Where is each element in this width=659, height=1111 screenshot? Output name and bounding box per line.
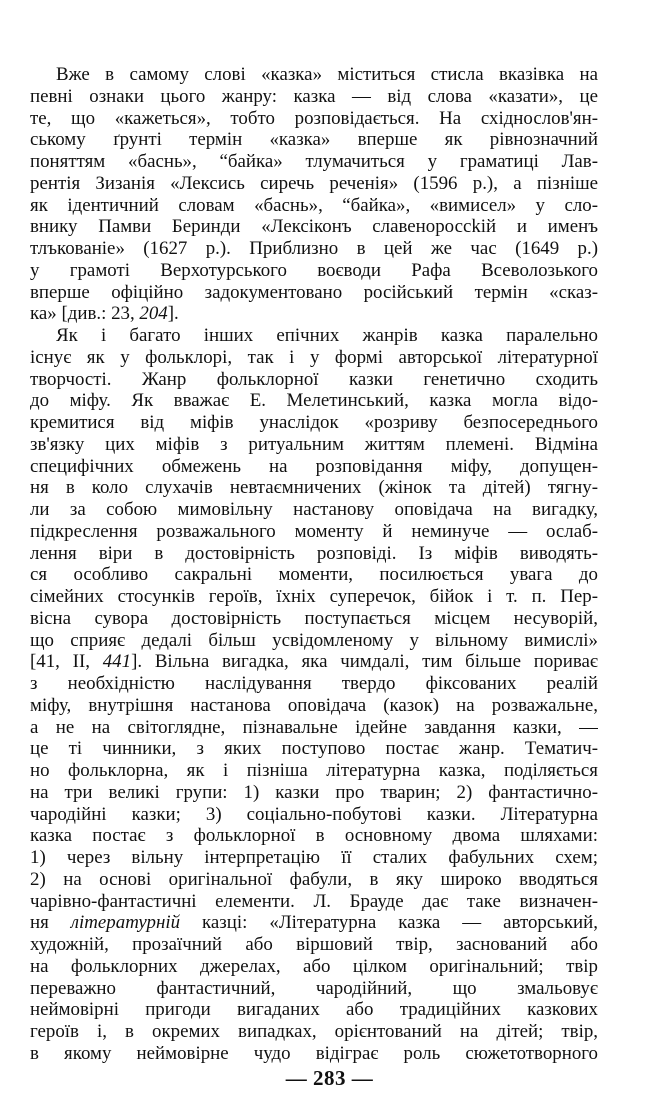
text-line: зв'язку цих міфів з ритуальним життям племені. Відміна	[30, 433, 598, 455]
text-line: те, що «кажеться», тобто розповідається. На східнослов'ян-	[30, 107, 598, 129]
paragraph-2	[30, 325, 598, 1065]
text-line: на три великі групи: 1) казки про тварин; 2) фантастично-	[30, 781, 598, 803]
text-line: творчості. Жанр фольклорної казки генетично сходить	[30, 368, 598, 390]
text-line: що сприяє дедалі більш усвідомленому у вільному вимислі»	[30, 629, 598, 651]
text-line: в якому неймовірне чудо відіграє роль сюжетотворного	[30, 1042, 598, 1064]
text-line: лення віри в достовірність розповіді. Із міфів виводять-	[30, 542, 598, 564]
text-line: це ті чинники, з яких поступово постає жанр. Тематич-	[30, 738, 598, 760]
text-line: ли за собою мимовільну настанову оповідача на вигадку,	[30, 499, 598, 520]
text-line: з необхідністю наслідування твердо фіксованих реалій	[30, 673, 598, 694]
text-line: певні ознаки цього жанру: казка — від слова «казати», це	[30, 85, 598, 107]
text-line: казка постає з фольклорної в основному двома шляхами:	[30, 825, 598, 847]
text-line: сімейних стосунків героїв, їхніх суперечок, бійок і т. п. Пер-	[30, 586, 598, 607]
text-line: но фольклорна, як і пізніша літературна казка, поділяється	[30, 760, 598, 781]
text-line: у грамоті Верхотурського воєводи Рафа Всеволозького	[30, 259, 598, 281]
text-line: а не на світоглядне, пізнавальне ідейне завдання казки, —	[30, 716, 598, 738]
text-line: ся особливо сакральні моменти, посилюється увага до	[30, 564, 598, 586]
page-number: — 283 —	[285, 1066, 374, 1090]
text-line: специфічних обмежень на розповідання міфу, допущен-	[30, 455, 598, 477]
text-line: рентія Зизанія «Лексись сиречь реченія» (1596 р.), а пізніше	[30, 172, 598, 194]
text-line: 1) через вільну інтерпретацію її сталих фабульних схем;	[30, 847, 598, 868]
text-line: внику Памви Беринди «Лексіконъ славенороссkій и именъ	[30, 216, 598, 238]
text-line: тлъкованіе» (1627 р.). Приблизно в цей же час (1649 р.)	[30, 238, 598, 259]
text-line: поняттям «баснь», “байка» тлумачиться у граматиці Лав-	[30, 151, 598, 172]
text-line: вісна сувора достовірність поступається місцем несуворій,	[30, 607, 598, 629]
text-line: чародійні казки; 3) соціально-побутові казки. Літературна	[30, 803, 598, 825]
text-line: художній, прозаїчний або віршовий твір, заснований або	[30, 934, 598, 955]
text-line: ському ґрунті термін «казка» вперше як рівнозначний	[30, 129, 598, 151]
text-line: вперше офіційно задокументовано російський термін «сказ-	[30, 281, 598, 303]
text-line: Вже в самому слові «казка» міститься стисла вказівка на	[56, 64, 598, 85]
text-line: на фольклорних джерелах, або цілком оригінальний; твір	[30, 955, 598, 977]
text-line: міфу, внутрішня настанова оповідача (казок) на розважальне,	[30, 694, 598, 716]
text-line: 2) на основі оригінальної фабули, в яку широко вводяться	[30, 868, 598, 890]
text-line: переважно фантастичний, чародійний, що змальовує	[30, 977, 598, 999]
text-line: [41, II, 441]. Вільна вигадка, яка чимдалі, тим більше пориває	[30, 651, 598, 673]
paragraph-1	[30, 64, 598, 325]
page-body	[30, 64, 598, 1065]
text-line: чарівно-фантастичні елементи. Л. Брауде дає таке визначен-	[30, 890, 598, 912]
text-line: неймовірні пригоди вигаданих або традиційних казкових	[30, 999, 598, 1021]
text-line: ня в коло слухачів невтаємничених (жінок та дітей) тягну-	[30, 477, 598, 499]
text-line: кремитися від міфів унаслідок «розриву безпосереднього	[30, 412, 598, 433]
text-line: існує як у фольклорі, так і у формі авторської літературної	[30, 346, 598, 368]
text-line: ня літературній казці: «Літературна казка — авторський,	[30, 912, 598, 934]
text-line: ка» [див.: 23, 204].	[30, 303, 179, 325]
text-line: підкреслення розважального моменту й неминуче — ослаб-	[30, 520, 598, 542]
text-line: як ідентичний словам «баснь», “байка», «вимисел» у сло-	[30, 194, 598, 216]
text-line: героїв і, в окремих випадках, орієнтований на дітей; твір,	[30, 1021, 598, 1042]
text-line: Як і багато інших епічних жанрів казка паралельно	[56, 325, 598, 346]
text-line: до міфу. Як вважає Е. Мелетинський, казка могла відо-	[30, 390, 598, 412]
